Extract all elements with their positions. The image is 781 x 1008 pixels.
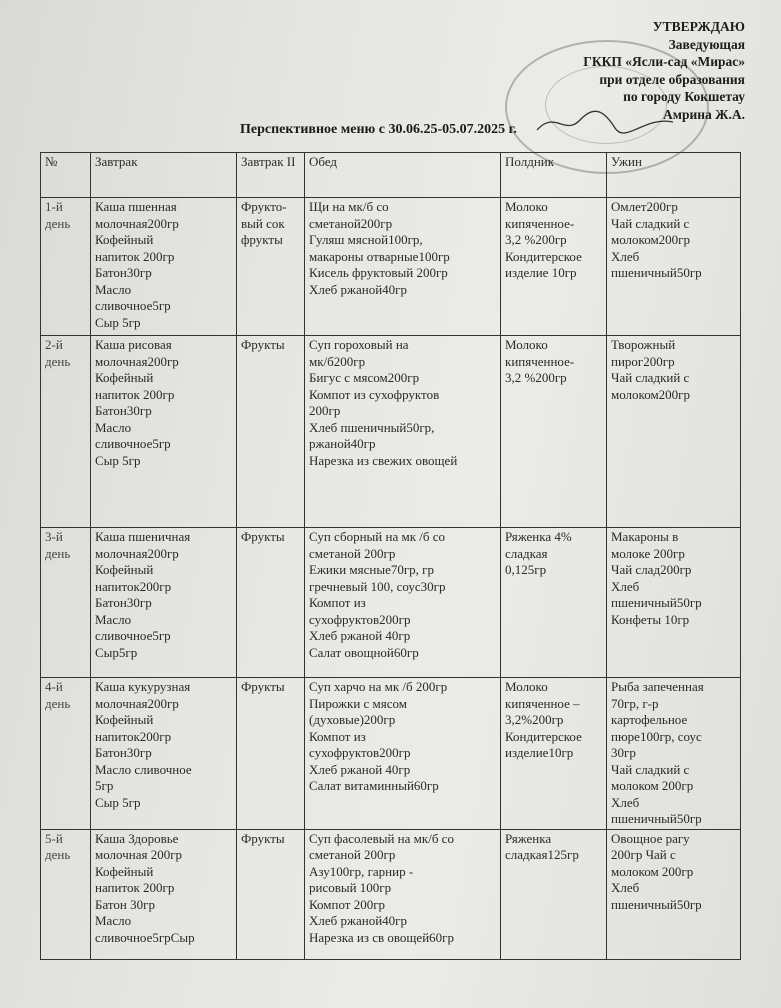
menu-item-line: Каша кукурузная bbox=[95, 679, 191, 694]
menu-item-line: Батон30гр bbox=[95, 745, 152, 760]
menu-item-line: Кофейный bbox=[95, 370, 154, 385]
menu-item-line: Масло bbox=[95, 419, 132, 435]
day-cell: 5-й день bbox=[41, 829, 91, 959]
menu-item-line: сливочное5гр bbox=[95, 436, 171, 451]
menu-item-line: молоком200гр bbox=[611, 232, 691, 247]
dinner-cell bbox=[607, 829, 741, 959]
menu-item-line: сухофруктов200гр bbox=[309, 611, 411, 627]
approval-block bbox=[515, 18, 745, 123]
col-header-dinner: Ужин bbox=[607, 153, 741, 198]
menu-item-line: 3,2 %200гр bbox=[505, 232, 567, 247]
menu-item-line: Компот из сухофруктов bbox=[309, 386, 440, 402]
breakfast2-cell bbox=[237, 678, 305, 830]
menu-item-line: Фрукты bbox=[241, 830, 285, 846]
menu-item-line: Батон 30гр bbox=[95, 896, 155, 912]
menu-item-line: Суп гороховый на bbox=[309, 337, 409, 352]
menu-item-line: Творожный bbox=[611, 337, 676, 352]
snack-cell bbox=[501, 336, 607, 528]
menu-item-line: Кофейный bbox=[95, 863, 154, 879]
menu-item-line: пшеничный50гр bbox=[611, 811, 702, 826]
approval-line-org: ГККП «Ясли-сад «Мирас» bbox=[583, 54, 745, 69]
menu-item-line: (духовые)200гр bbox=[309, 712, 396, 727]
menu-item-line: Ежики мясные70гр, гр bbox=[309, 562, 435, 577]
menu-item-line: 3,2%200гр bbox=[505, 712, 564, 727]
menu-item-line: Макароны в bbox=[611, 529, 679, 544]
menu-item-line: молоком200гр bbox=[611, 386, 691, 402]
menu-item-line: сливочное5грСыр bbox=[95, 929, 195, 945]
menu-item-line: Суп харчо на мк /б 200гр bbox=[309, 679, 448, 694]
dinner-cell bbox=[607, 678, 741, 830]
menu-item-line: Компот 200гр bbox=[309, 896, 386, 912]
breakfast2-cell bbox=[237, 829, 305, 959]
menu-item-line: Хлеб ржаной 40гр bbox=[309, 761, 411, 777]
day-cell: 1-й день bbox=[41, 198, 91, 336]
menu-item-line: напиток200гр bbox=[95, 728, 172, 744]
menu-item-line: 3,2 %200гр bbox=[505, 370, 567, 385]
menu-item-line: сладкая125гр bbox=[505, 847, 579, 862]
menu-item-line: 30гр bbox=[611, 745, 636, 760]
menu-item-line: Хлеб bbox=[611, 880, 640, 895]
menu-item-line: Чай слад200гр bbox=[611, 562, 692, 577]
page-title: Перспективное меню с 30.06.25-05.07.2025 г. bbox=[240, 122, 517, 137]
menu-item-line: Фрукто- bbox=[241, 199, 287, 214]
menu-item-line: Каша Здоровье bbox=[95, 830, 179, 846]
table-row bbox=[41, 336, 741, 528]
menu-item-line: Пирожки с мясом bbox=[309, 695, 408, 711]
menu-item-line: Каша пшенная bbox=[95, 199, 177, 214]
menu-item-line: Фрукты bbox=[241, 529, 285, 544]
menu-item-line: Салат витаминный60гр bbox=[309, 778, 439, 793]
menu-item-line: Азу100гр, гарнир - bbox=[309, 863, 414, 879]
menu-item-line: сладкая bbox=[505, 545, 548, 561]
menu-item-line: молочная200гр bbox=[95, 695, 179, 711]
menu-item-line: рисовый 100гр bbox=[309, 880, 392, 895]
menu-item-line: Щи на мк/б со bbox=[309, 199, 389, 214]
menu-item-line: пшеничный50гр bbox=[611, 265, 702, 280]
menu-item-line: изделие 10гр bbox=[505, 265, 577, 280]
menu-item-line: молочная200гр bbox=[95, 545, 179, 561]
table-row bbox=[41, 678, 741, 830]
menu-item-line: Фрукты bbox=[241, 679, 285, 694]
menu-item-line: сметаной 200гр bbox=[309, 545, 396, 561]
menu-item-line: Бигус с мясом200гр bbox=[309, 370, 420, 385]
menu-item-line: пирог200гр bbox=[611, 353, 675, 369]
day-cell: 2-й день bbox=[41, 336, 91, 528]
col-header-snack: Полдник bbox=[501, 153, 607, 198]
breakfast-cell bbox=[91, 198, 237, 336]
menu-item-line: Хлеб ржаной40гр bbox=[309, 913, 408, 928]
menu-item-line: сухофруктов200гр bbox=[309, 745, 411, 760]
menu-item-line: Хлеб ржаной40гр bbox=[309, 281, 408, 297]
menu-item-line: Чай сладкий с bbox=[611, 761, 690, 777]
menu-item-line: вый сок bbox=[241, 215, 285, 231]
day-cell: 4-й день bbox=[41, 678, 91, 830]
menu-item-line: кипяченное – bbox=[505, 695, 580, 711]
menu-item-line: фрукты bbox=[241, 232, 283, 247]
menu-item-line: Кисель фруктовый 200гр bbox=[309, 265, 448, 280]
menu-item-line: Конфеты 10гр bbox=[611, 611, 690, 627]
menu-item-line: Овощное рагу bbox=[611, 830, 690, 846]
breakfast2-cell bbox=[237, 336, 305, 528]
menu-item-line: Ряженка bbox=[505, 830, 552, 846]
menu-item-line: Чай сладкий с bbox=[611, 215, 690, 231]
col-header-breakfast2: Завтрак II bbox=[237, 153, 305, 198]
approval-line-position: Заведующая bbox=[668, 36, 745, 52]
menu-item-line: 70гр, г-р bbox=[611, 695, 659, 711]
menu-item-line: Сыр 5гр bbox=[95, 314, 141, 330]
menu-item-line: Батон30гр bbox=[95, 403, 152, 418]
menu-item-line: Кондитерское bbox=[505, 728, 582, 744]
menu-item-line: Кофейный bbox=[95, 712, 154, 727]
menu-item-line: напиток 200гр bbox=[95, 248, 175, 264]
menu-item-line: пюре100гр, соус bbox=[611, 728, 702, 744]
lunch-cell bbox=[305, 528, 501, 678]
menu-item-line: гречневый 100, соус30гр bbox=[309, 578, 446, 594]
dinner-cell bbox=[607, 528, 741, 678]
breakfast-cell bbox=[91, 829, 237, 959]
approval-line-name: Амрина Ж.А. bbox=[663, 106, 745, 122]
menu-item-line: Суп сборный на мк /б со bbox=[309, 529, 446, 544]
menu-item-line: пшеничный50гр bbox=[611, 595, 702, 610]
snack-cell bbox=[501, 198, 607, 336]
menu-item-line: Компот из bbox=[309, 595, 366, 610]
menu-item-line: Хлеб bbox=[611, 248, 640, 264]
lunch-cell bbox=[305, 336, 501, 528]
menu-item-line: молочная 200гр bbox=[95, 847, 183, 862]
menu-item-line: Компот из bbox=[309, 728, 366, 744]
menu-item-line: кипяченное- bbox=[505, 353, 575, 369]
menu-item-line: молоке 200гр bbox=[611, 545, 685, 561]
breakfast-cell bbox=[91, 678, 237, 830]
dinner-cell bbox=[607, 198, 741, 336]
menu-item-line: Масло bbox=[95, 913, 132, 928]
table-row bbox=[41, 829, 741, 959]
menu-item-line: молоком 200гр bbox=[611, 863, 694, 879]
menu-item-line: Батон30гр bbox=[95, 265, 152, 280]
menu-item-line: 5гр bbox=[95, 778, 114, 793]
menu-item-line: Батон30гр bbox=[95, 595, 152, 610]
menu-item-line: Хлеб bbox=[611, 794, 640, 810]
menu-item-line: Масло сливочное bbox=[95, 761, 192, 777]
menu-item-line: 200гр bbox=[309, 403, 341, 418]
menu-item-line: Масло bbox=[95, 281, 132, 297]
menu-item-line: Нарезка из св овощей60гр bbox=[309, 929, 454, 945]
snack-cell bbox=[501, 829, 607, 959]
approval-line-dept: при отделе образования bbox=[599, 71, 745, 87]
menu-item-line: напиток 200гр bbox=[95, 880, 175, 895]
menu-item-line: Ряженка 4% bbox=[505, 529, 572, 544]
menu-item-line: Гуляш мясной100гр, bbox=[309, 232, 423, 247]
menu-item-line: сливочное5гр bbox=[95, 298, 171, 313]
menu-item-line: Салат овощной60гр bbox=[309, 644, 419, 660]
breakfast-cell bbox=[91, 336, 237, 528]
table-header-row bbox=[41, 153, 741, 198]
menu-item-line: Хлеб bbox=[611, 578, 640, 594]
menu-item-line: Кофейный bbox=[95, 562, 154, 577]
menu-item-line: Сыр5гр bbox=[95, 644, 138, 660]
approval-line-city: по городу Кокшетау bbox=[623, 89, 745, 104]
menu-item-line: Молоко bbox=[505, 199, 548, 214]
menu-item-line: Суп фасолевый на мк/б со bbox=[309, 830, 454, 846]
lunch-cell bbox=[305, 829, 501, 959]
menu-item-line: Омлет200гр bbox=[611, 199, 678, 214]
snack-cell bbox=[501, 678, 607, 830]
menu-item-line: Масло bbox=[95, 611, 132, 627]
menu-item-line: Каша рисовая bbox=[95, 337, 172, 352]
menu-item-line: Молоко bbox=[505, 337, 548, 352]
col-header-lunch: Обед bbox=[305, 153, 501, 198]
approval-line-approve: УТВЕРЖДАЮ bbox=[652, 19, 745, 34]
menu-item-line: сметаной 200гр bbox=[309, 847, 396, 862]
menu-item-line: Нарезка из свежих овощей bbox=[309, 452, 458, 468]
lunch-cell bbox=[305, 198, 501, 336]
menu-item-line: Каша пшеничная bbox=[95, 529, 191, 544]
dinner-cell bbox=[607, 336, 741, 528]
menu-item-line: Кофейный bbox=[95, 232, 154, 247]
menu-item-line: кипяченное- bbox=[505, 215, 575, 231]
menu-item-line: 200гр Чай с bbox=[611, 847, 676, 862]
snack-cell bbox=[501, 528, 607, 678]
menu-item-line: макароны отварные100гр bbox=[309, 248, 450, 264]
menu-item-line: Молоко bbox=[505, 679, 548, 694]
menu-item-line: пшеничный50гр bbox=[611, 896, 702, 912]
breakfast-cell bbox=[91, 528, 237, 678]
menu-item-line: мк/б200гр bbox=[309, 353, 366, 369]
menu-item-line: напиток 200гр bbox=[95, 386, 175, 402]
menu-item-line: напиток200гр bbox=[95, 578, 172, 594]
menu-item-line: Рыба запеченная bbox=[611, 679, 704, 694]
table-row bbox=[41, 198, 741, 336]
menu-item-line: сливочное5гр bbox=[95, 628, 171, 643]
breakfast2-cell bbox=[237, 528, 305, 678]
menu-item-line: картофельное bbox=[611, 712, 688, 727]
menu-item-line: Сыр 5гр bbox=[95, 794, 141, 810]
breakfast2-cell bbox=[237, 198, 305, 336]
menu-item-line: Хлеб пшеничный50гр, bbox=[309, 419, 435, 435]
col-header-breakfast: Завтрак bbox=[91, 153, 237, 198]
table-row bbox=[41, 528, 741, 678]
menu-item-line: Фрукты bbox=[241, 337, 285, 352]
menu-item-line: сметаной200гр bbox=[309, 215, 393, 231]
menu-table bbox=[40, 152, 741, 960]
menu-item-line: Хлеб ржаной 40гр bbox=[309, 628, 411, 643]
menu-item-line: ржаной40гр bbox=[309, 436, 376, 451]
menu-item-line: молоком 200гр bbox=[611, 778, 694, 793]
day-cell: 3-й день bbox=[41, 528, 91, 678]
menu-item-line: изделие10гр bbox=[505, 745, 574, 760]
col-header-number: № bbox=[41, 153, 91, 198]
menu-item-line: 0,125гр bbox=[505, 562, 547, 577]
menu-item-line: Сыр 5гр bbox=[95, 452, 141, 468]
menu-item-line: молочная200гр bbox=[95, 353, 179, 369]
lunch-cell bbox=[305, 678, 501, 830]
menu-item-line: молочная200гр bbox=[95, 215, 179, 231]
menu-item-line: Чай сладкий с bbox=[611, 370, 690, 385]
menu-item-line: Кондитерское bbox=[505, 248, 582, 264]
